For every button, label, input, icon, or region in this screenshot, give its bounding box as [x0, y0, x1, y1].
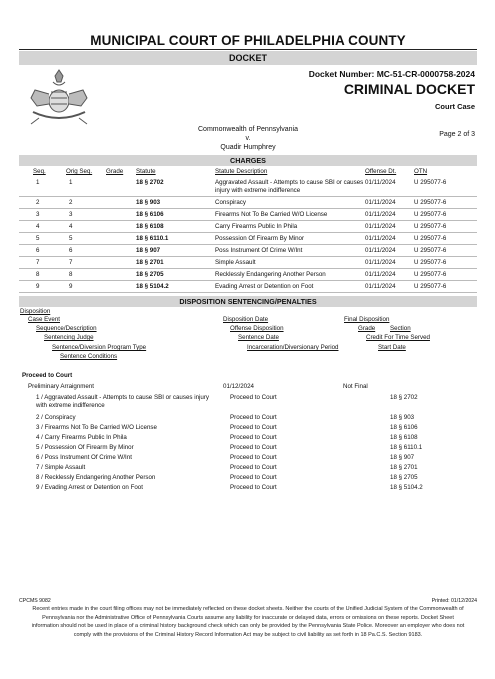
disposition-description: 2 / Conspiracy: [36, 414, 76, 421]
charge-offense-date: 01/11/2024: [365, 223, 396, 230]
charge-description: Simple Assault: [215, 259, 256, 266]
charge-statute: 18 § 6108: [136, 223, 164, 230]
docket-page: [19, 33, 477, 491]
charge-seq: 1: [36, 179, 40, 186]
event-date: 01/12/2024: [223, 383, 254, 390]
disposition-section: 18 § 2701: [390, 464, 418, 471]
label-disposition: Disposition: [20, 308, 51, 315]
offense-disposition: Proceed to Court: [230, 454, 277, 461]
charge-seq: 9: [36, 283, 40, 290]
disposition-description: 7 / Simple Assault: [36, 464, 86, 471]
charge-seq: 4: [36, 223, 40, 230]
label-case-event: Case Event: [28, 316, 60, 323]
label-final-disposition: Final Disposition: [344, 316, 390, 323]
label-sentence-program: Sentence/Diversion Program Type: [52, 344, 147, 351]
label-sentencing-judge: Sentencing Judge: [44, 334, 94, 341]
charge-orig-seq: 9: [69, 283, 73, 290]
disposition-rows: [19, 394, 477, 494]
charge-seq: 5: [36, 235, 40, 242]
printed-date: Printed: 01/12/2024: [431, 598, 477, 604]
charge-description: Possession Of Firearm By Minor: [215, 235, 305, 242]
charge-offense-date: 01/11/2024: [365, 283, 396, 290]
col-offense-date: Offense Dt.: [365, 168, 397, 175]
disposition-description: 8 / Recklessly Endangering Another Person: [36, 474, 156, 481]
charge-statute: 18 § 903: [136, 199, 161, 206]
charge-statute: 18 § 5104.2: [136, 283, 169, 290]
disposition-description: 6 / Poss Instrument Of Crime W/Int: [36, 454, 132, 461]
label-offense-disposition: Offense Disposition: [230, 325, 284, 332]
disposition-section: 18 § 6110.1: [390, 444, 423, 451]
disposition-row: [19, 454, 477, 464]
case-caption: [19, 125, 477, 152]
disposition-section: 18 § 903: [390, 414, 415, 421]
charge-statute: 18 § 2701: [136, 259, 164, 266]
label-incarceration-period: Incarceration/Diversionary Period: [247, 344, 339, 351]
charge-orig-seq: 3: [69, 211, 73, 218]
charge-row: [19, 233, 477, 245]
charge-description: Carry Firearms Public In Phila: [215, 223, 298, 230]
charge-seq: 7: [36, 259, 40, 266]
label-disposition-date: Disposition Date: [223, 316, 269, 323]
disposition-section: 18 § 6106: [390, 424, 418, 431]
disposition-row: [19, 394, 477, 414]
charge-row: [19, 209, 477, 221]
charge-statute: 18 § 907: [136, 247, 161, 254]
disposition-description: 9 / Evading Arrest or Detention on Foot: [36, 484, 143, 491]
charge-statute: 18 § 6110.1: [136, 235, 169, 242]
charge-offense-date: 01/11/2024: [365, 247, 396, 254]
label-start-date: Start Date: [378, 344, 406, 351]
charge-statute: 18 § 2705: [136, 271, 164, 278]
offense-disposition: Proceed to Court: [230, 394, 277, 401]
charge-orig-seq: 6: [69, 247, 73, 254]
charge-row: [19, 245, 477, 257]
charge-description: Firearms Not To Be Carried W/O License: [215, 211, 328, 218]
charge-offense-date: 01/11/2024: [365, 179, 396, 186]
charge-offense-date: 01/11/2024: [365, 259, 396, 266]
charge-offense-date: 01/11/2024: [365, 235, 396, 242]
charge-orig-seq: 1: [69, 179, 73, 186]
offense-disposition: Proceed to Court: [230, 464, 277, 471]
charge-otn: U 295077-6: [414, 199, 447, 206]
disposition-section: 18 § 5104.2: [390, 484, 423, 491]
charge-otn: U 295077-6: [414, 223, 447, 230]
charge-offense-date: 01/11/2024: [365, 271, 396, 278]
charge-statute: 18 § 2702: [136, 179, 164, 186]
proceed-to-court-heading: Proceed to Court: [22, 372, 73, 379]
col-grade: Grade: [106, 168, 124, 175]
criminal-docket-title: CRIMINAL DOCKET: [343, 81, 475, 97]
disposition-description: 1 / Aggravated Assault - Attempts to cause SBI or causes injury with extreme indifference: [36, 394, 209, 409]
charge-otn: U 295077-6: [414, 235, 447, 242]
col-seq: Seq.: [33, 168, 46, 175]
charge-orig-seq: 2: [69, 199, 73, 206]
docket-bar: DOCKET: [19, 51, 477, 65]
charge-seq: 8: [36, 271, 40, 278]
court-case-label: Court Case: [434, 102, 475, 111]
label-grade: Grade: [358, 325, 376, 332]
charge-otn: U 295077-6: [414, 283, 447, 290]
charges-table: [19, 177, 477, 293]
col-statute-description: Statute Description: [215, 168, 268, 175]
label-sequence-description: Sequence/Description: [36, 325, 97, 332]
charge-orig-seq: 4: [69, 223, 73, 230]
charge-row: [19, 221, 477, 233]
charge-row: [19, 197, 477, 209]
charge-description: Poss Instrument Of Crime W/Int: [215, 247, 303, 254]
disposition-row: [19, 424, 477, 434]
label-sentence-conditions: Sentence Conditions: [60, 353, 118, 360]
event-final: Not Final: [343, 383, 368, 390]
charge-otn: U 295077-6: [414, 259, 447, 266]
label-sentence-date: Sentence Date: [238, 334, 279, 341]
charge-otn: U 295077-6: [414, 247, 447, 254]
disposition-row: [19, 474, 477, 484]
disposition-row: [19, 464, 477, 474]
charge-description: Evading Arrest or Detention on Foot: [215, 283, 314, 290]
docket-header-right: [309, 69, 475, 111]
page-number: Page 2 of 3: [439, 131, 475, 138]
charge-row: [19, 177, 477, 197]
disposition-row: [19, 484, 477, 494]
offense-disposition: Proceed to Court: [230, 424, 277, 431]
charge-orig-seq: 7: [69, 259, 73, 266]
charge-otn: U 295077-6: [414, 271, 447, 278]
charge-row: [19, 269, 477, 281]
charge-seq: 6: [36, 247, 40, 254]
charge-seq: 2: [36, 199, 40, 206]
event-name: Preliminary Arraignment: [28, 383, 95, 390]
caption-defendant: Quadir Humphrey: [220, 144, 276, 151]
disposition-bar: DISPOSITION SENTENCING/PENALTIES: [19, 296, 477, 307]
disposition-section: 18 § 2702: [390, 394, 418, 401]
disposition-section: 18 § 2705: [390, 474, 418, 481]
charge-seq: 3: [36, 211, 40, 218]
disposition-section: 18 § 907: [390, 454, 415, 461]
disposition-row: [19, 444, 477, 454]
docket-number: Docket Number: MC-51-CR-0000758-2024: [308, 69, 475, 79]
offense-disposition: Proceed to Court: [230, 444, 277, 451]
charge-otn: U 295077-6: [414, 211, 447, 218]
label-section: Section: [390, 325, 411, 332]
charge-otn: U 295077-6: [414, 179, 447, 186]
charge-row: [19, 281, 477, 293]
label-credit-time-served: Credit For Time Served: [366, 334, 430, 341]
pennsylvania-seal-icon: [23, 68, 95, 128]
court-title: MUNICIPAL COURT OF PHILADELPHIA COUNTY: [19, 33, 477, 50]
offense-disposition: Proceed to Court: [230, 484, 277, 491]
caption-versus: v.: [245, 135, 251, 142]
offense-disposition: Proceed to Court: [230, 434, 277, 441]
charge-description: Aggravated Assault - Attempts to cause SBI or causes injury with extreme indifference: [215, 179, 364, 194]
disposition-description: 4 / Carry Firearms Public In Phila: [36, 434, 127, 441]
disclaimer-text: Recent entries made in the court filing offices may not be immediately reflected on these docket sheets. Neither the courts of the Unified Judicial System of the Commonwealth of Pennsylvania nor the Administrative Office of Pennsylvania Courts assume any liability for inaccurate or delayed data, errors or omissions on these reports. Docket Sheet information should not be used in place of a criminal history background check which can only be provided by the Pennsylvania State Police. Moreover an employer who does not comply with the provisions of the Criminal History Record Information Act may be subject to civil liability as set forth in 18 Pa.C.S. Section 9183.: [31, 606, 465, 638]
disposition-section: 18 § 6108: [390, 434, 418, 441]
charge-orig-seq: 8: [69, 271, 73, 278]
charge-statute: 18 § 6106: [136, 211, 164, 218]
form-number: CPCMS 9082: [19, 598, 51, 604]
offense-disposition: Proceed to Court: [230, 474, 277, 481]
charge-row: [19, 257, 477, 269]
charge-description: Conspiracy: [215, 199, 246, 206]
disposition-description: 3 / Firearms Not To Be Carried W/O License: [36, 424, 157, 431]
disposition-description: 5 / Possession Of Firearm By Minor: [36, 444, 134, 451]
col-orig-seq: Orig Seq.: [66, 168, 93, 175]
caption-plaintiff: Commonwealth of Pennsylvania: [198, 126, 298, 133]
charges-bar: CHARGES: [19, 155, 477, 166]
disposition-row: [19, 414, 477, 424]
charge-offense-date: 01/11/2024: [365, 211, 396, 218]
col-otn: OTN: [414, 168, 428, 175]
charge-offense-date: 01/11/2024: [365, 199, 396, 206]
disposition-row: [19, 434, 477, 444]
col-statute: Statute: [136, 168, 156, 175]
charge-orig-seq: 5: [69, 235, 73, 242]
charge-description: Recklessly Endangering Another Person: [215, 271, 326, 278]
offense-disposition: Proceed to Court: [230, 414, 277, 421]
